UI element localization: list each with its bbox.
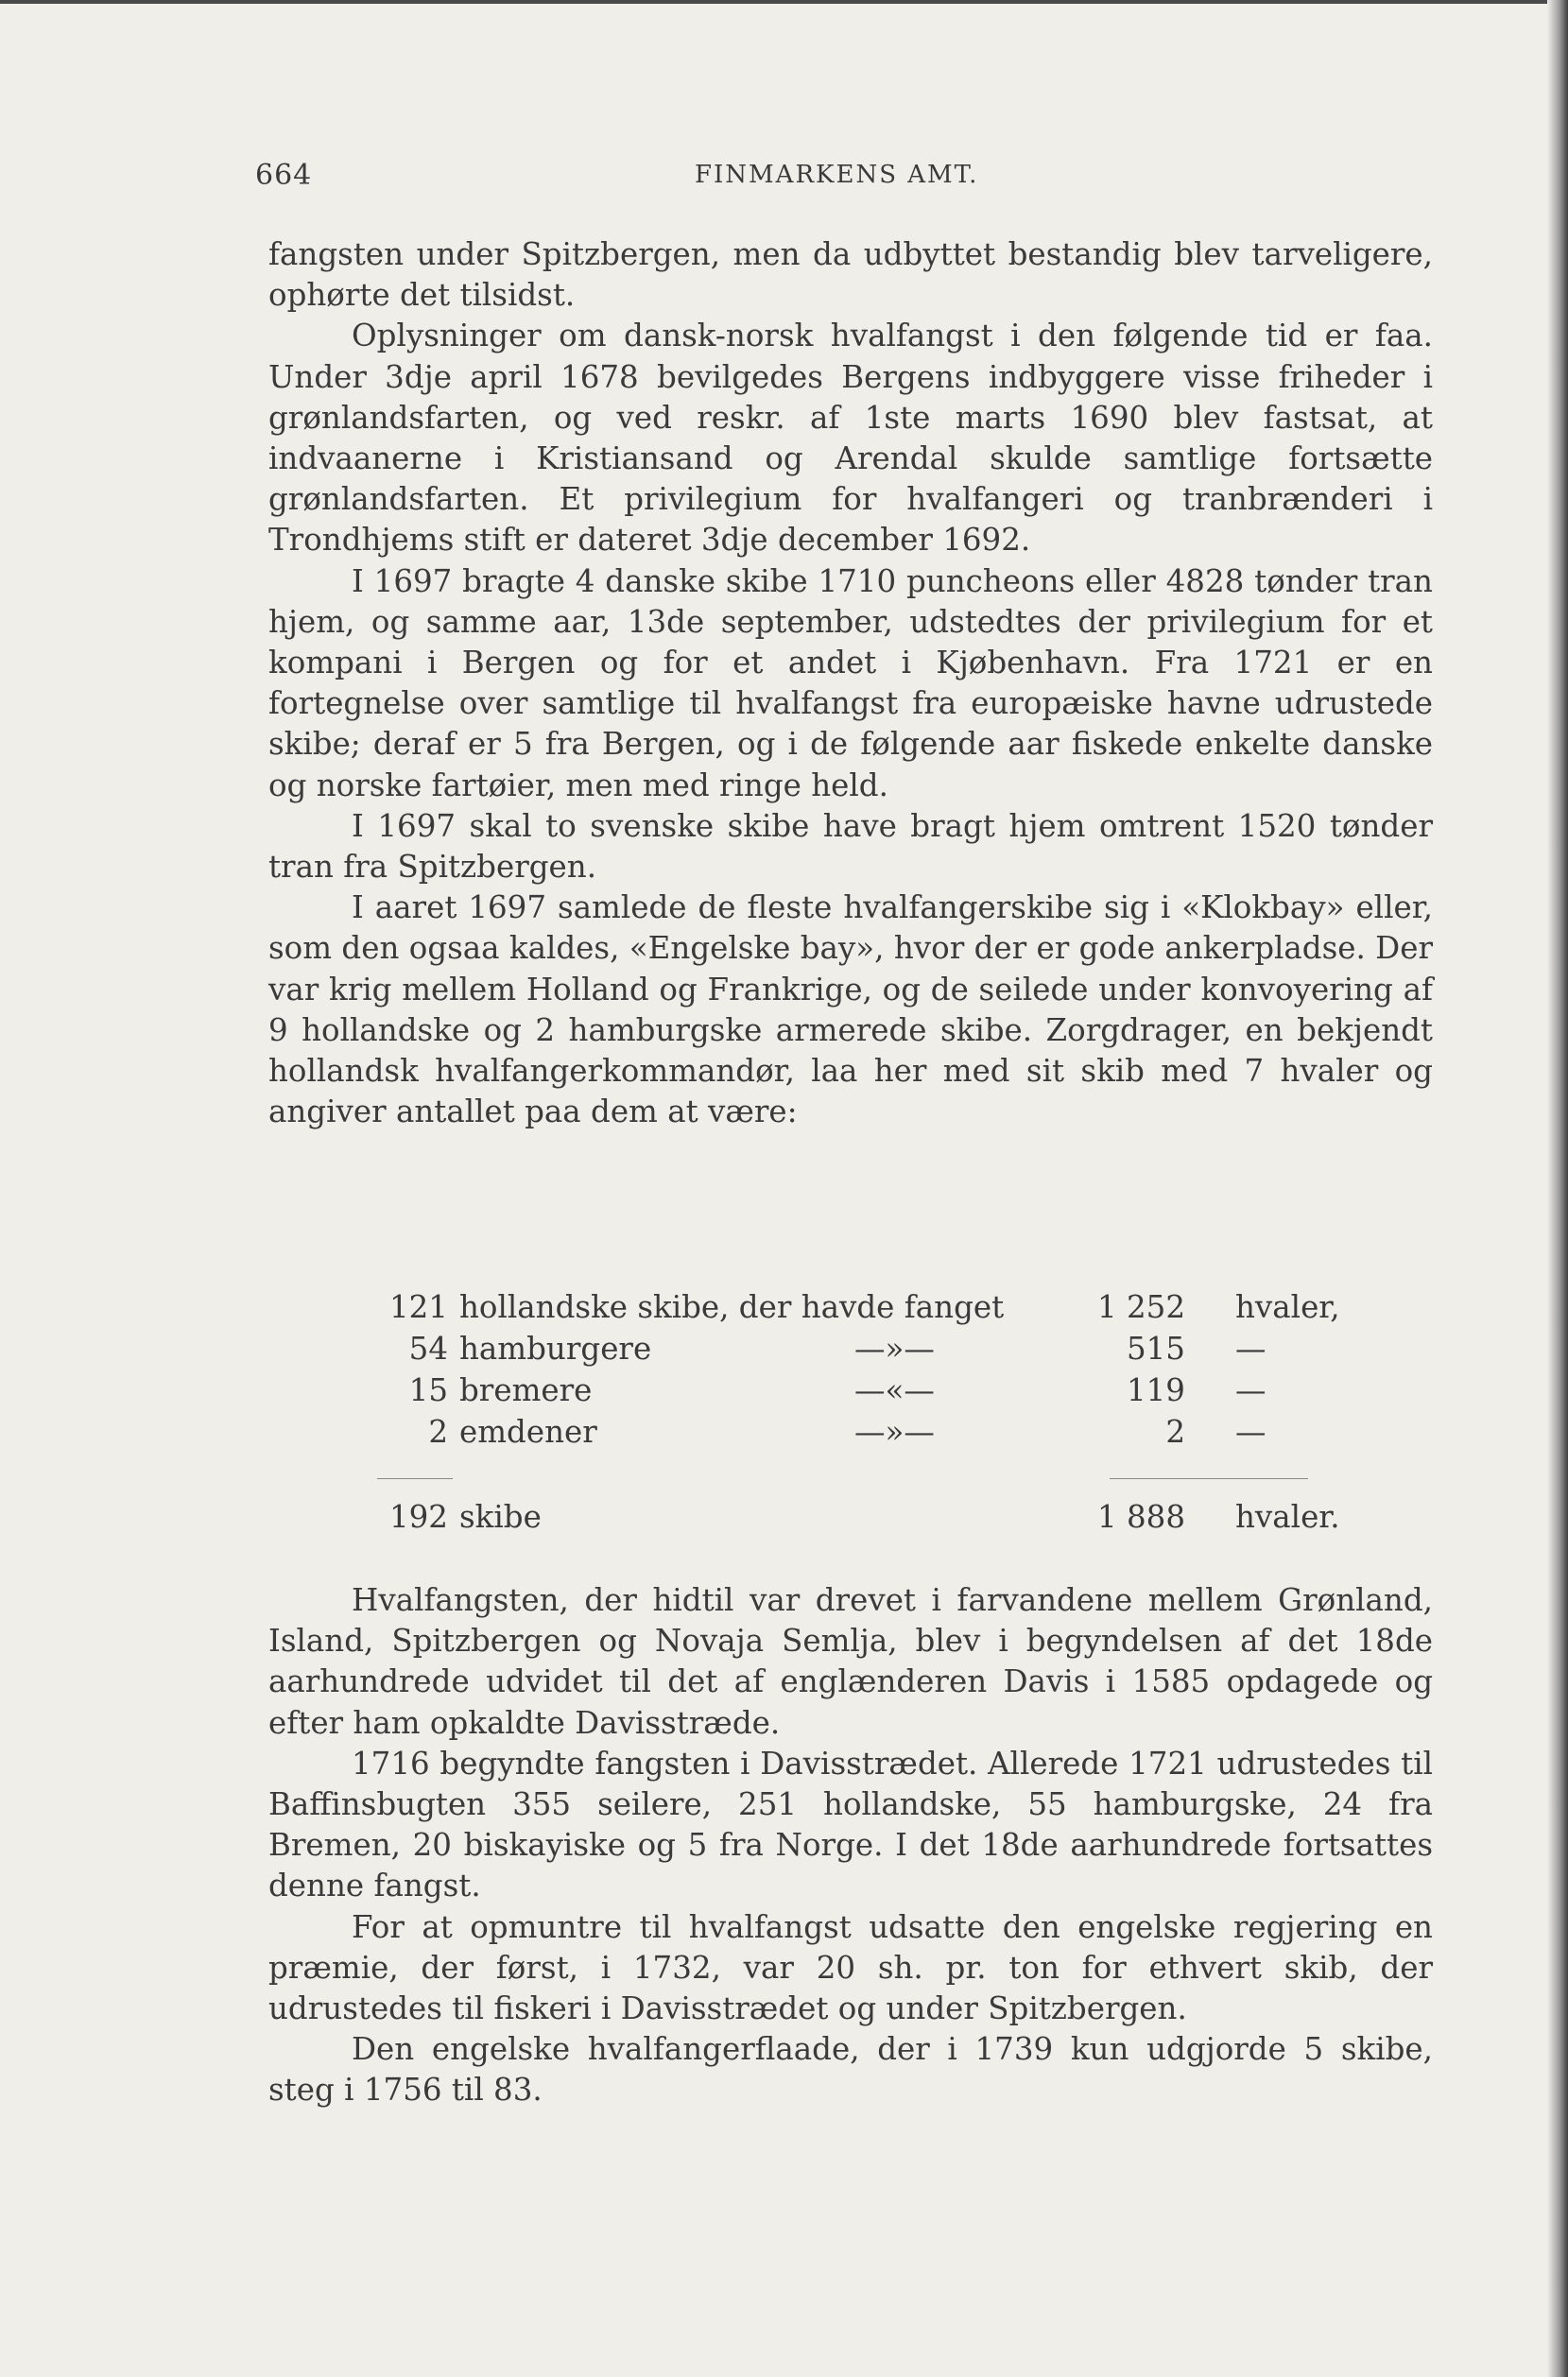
table-row (363, 1372, 1336, 1414)
paragraph: I 1697 skal to svenske skibe have bragt hjem omtrent 1520 tønder tran fra Spitzbergen. (268, 807, 1433, 886)
whale-count: 515 (1126, 1331, 1185, 1367)
total-unit: hvaler. (1235, 1499, 1340, 1535)
whale-unit: — (1235, 1414, 1266, 1450)
total-ship-count: 192 (388, 1499, 448, 1535)
table-row (363, 1331, 1336, 1372)
ditto-mark: —«— (854, 1372, 935, 1408)
paragraph: I 1697 bragte 4 danske skibe 1710 puncheons eller 4828 tønder tran hjem, og samme aar, 13de september, udstedtes der privilegium for et kompani i Bergen og for et andet i Kjøbenhavn. Fra 1721 er en fortegnelse over samtlige til hvalfangst fra europæiske havne udrustede skibe; deraf er 5 fra Bergen, og i de følgende aar fiskede enkelte danske og norske fartøier, men med ringe held. (268, 562, 1433, 803)
table-row (363, 1289, 1340, 1331)
table-row (363, 1414, 1336, 1455)
ship-count: 2 (428, 1414, 448, 1450)
ditto-mark: —»— (854, 1331, 935, 1367)
ditto-mark: —»— (854, 1414, 935, 1450)
body-text-bottom (268, 1580, 1433, 2111)
paragraph: For at opmuntre til hvalfangst udsatte den engelske regjering en præmie, der først, i 1732, var 20 sh. pr. ton for ethvert skib, der udrustedes til fiskeri i Davisstrædet og under Spitzbergen. (268, 1908, 1433, 2027)
total-description: skibe (459, 1499, 542, 1535)
paragraph: fangsten under Spitzbergen, men da udbyttet bestandig blev tarveligere, ophørte det tilsidst. (268, 236, 1433, 314)
body-text-top (268, 234, 1433, 1132)
ship-description: bremere (459, 1372, 593, 1408)
paragraph: Oplysninger om dansk-norsk hvalfangst i den følgende tid er faa. Under 3dje april 1678 bevilgedes Bergens indbyggere visse friheder i grønlandsfarten, og ved reskr. af 1ste marts 1690 blev fastsat, at indvaanerne i Kristiansand og Arendal skulde samtlige fortsætte grønlandsfarten. Et privilegium for hvalfangeri og tranbrænderi i Trondhjems stift er dateret 3dje december 1692. (268, 318, 1433, 559)
ship-description: hollandske skibe, der havde fanget (459, 1289, 1005, 1325)
whale-unit: — (1235, 1372, 1266, 1408)
paragraph: 1716 begyndte fangsten i Davisstrædet. Allerede 1721 udrustedes til Baffinsbugten 355 seilere, 251 hollandske, 55 hamburgske, 24 fra Bremen, 20 biskayiske og 5 fra Norge. I det 18de aarhundrede fortsattes denne fangst. (268, 1745, 1433, 1904)
total-whale-count: 1 888 (1096, 1499, 1185, 1535)
page-top-edge (0, 0, 1568, 4)
paragraph: I aaret 1697 samlede de fleste hvalfangerskibe sig i «Klokbay» eller, som den ogsaa kaldes, «Engelske bay», hvor der er gode ankerpladse. Der var krig mellem Holland og Frankrige, og de seilede under konvoyering af 9 hollandske og 2 hamburgske armerede skibe. Zorgdrager, en bekjendt hollandsk hvalfangerkommandør, laa her med sit skib med 7 hvaler og angiver antallet paa dem at være: (268, 889, 1433, 1130)
sum-rule-left (377, 1478, 453, 1479)
whale-count: 1 252 (1096, 1289, 1185, 1325)
paragraph: Hvalfangsten, der hidtil var drevet i farvandene mellem Grønland, Island, Spitzbergen og Novaja Semlja, blev i begyndelsen af det 18de aarhundrede udvidet til det af englænderen Davis i 1585 opdagede og efter ham opkaldte Davisstræde. (268, 1582, 1433, 1741)
whale-count: 2 (1165, 1414, 1185, 1450)
running-head: FINMARKENS AMT. (695, 161, 979, 189)
page-binding-shadow (1547, 0, 1568, 2377)
paragraph: Den engelske hvalfangerflaade, der i 1739 kun udgjorde 5 skibe, steg i 1756 til 83. (268, 2031, 1433, 2109)
ship-count: 121 (388, 1289, 448, 1325)
sum-rule-right (1110, 1478, 1308, 1479)
page-number: 664 (255, 159, 313, 192)
ship-description: hamburgere (459, 1331, 652, 1367)
whale-count: 119 (1126, 1372, 1185, 1408)
ship-count: 15 (408, 1372, 448, 1408)
ship-count: 54 (408, 1331, 448, 1367)
whale-unit: hvaler, (1235, 1289, 1340, 1325)
page-header (255, 159, 1437, 206)
whale-unit: — (1235, 1331, 1266, 1367)
table-total-row (363, 1499, 1340, 1541)
ship-description: emdener (459, 1414, 597, 1450)
